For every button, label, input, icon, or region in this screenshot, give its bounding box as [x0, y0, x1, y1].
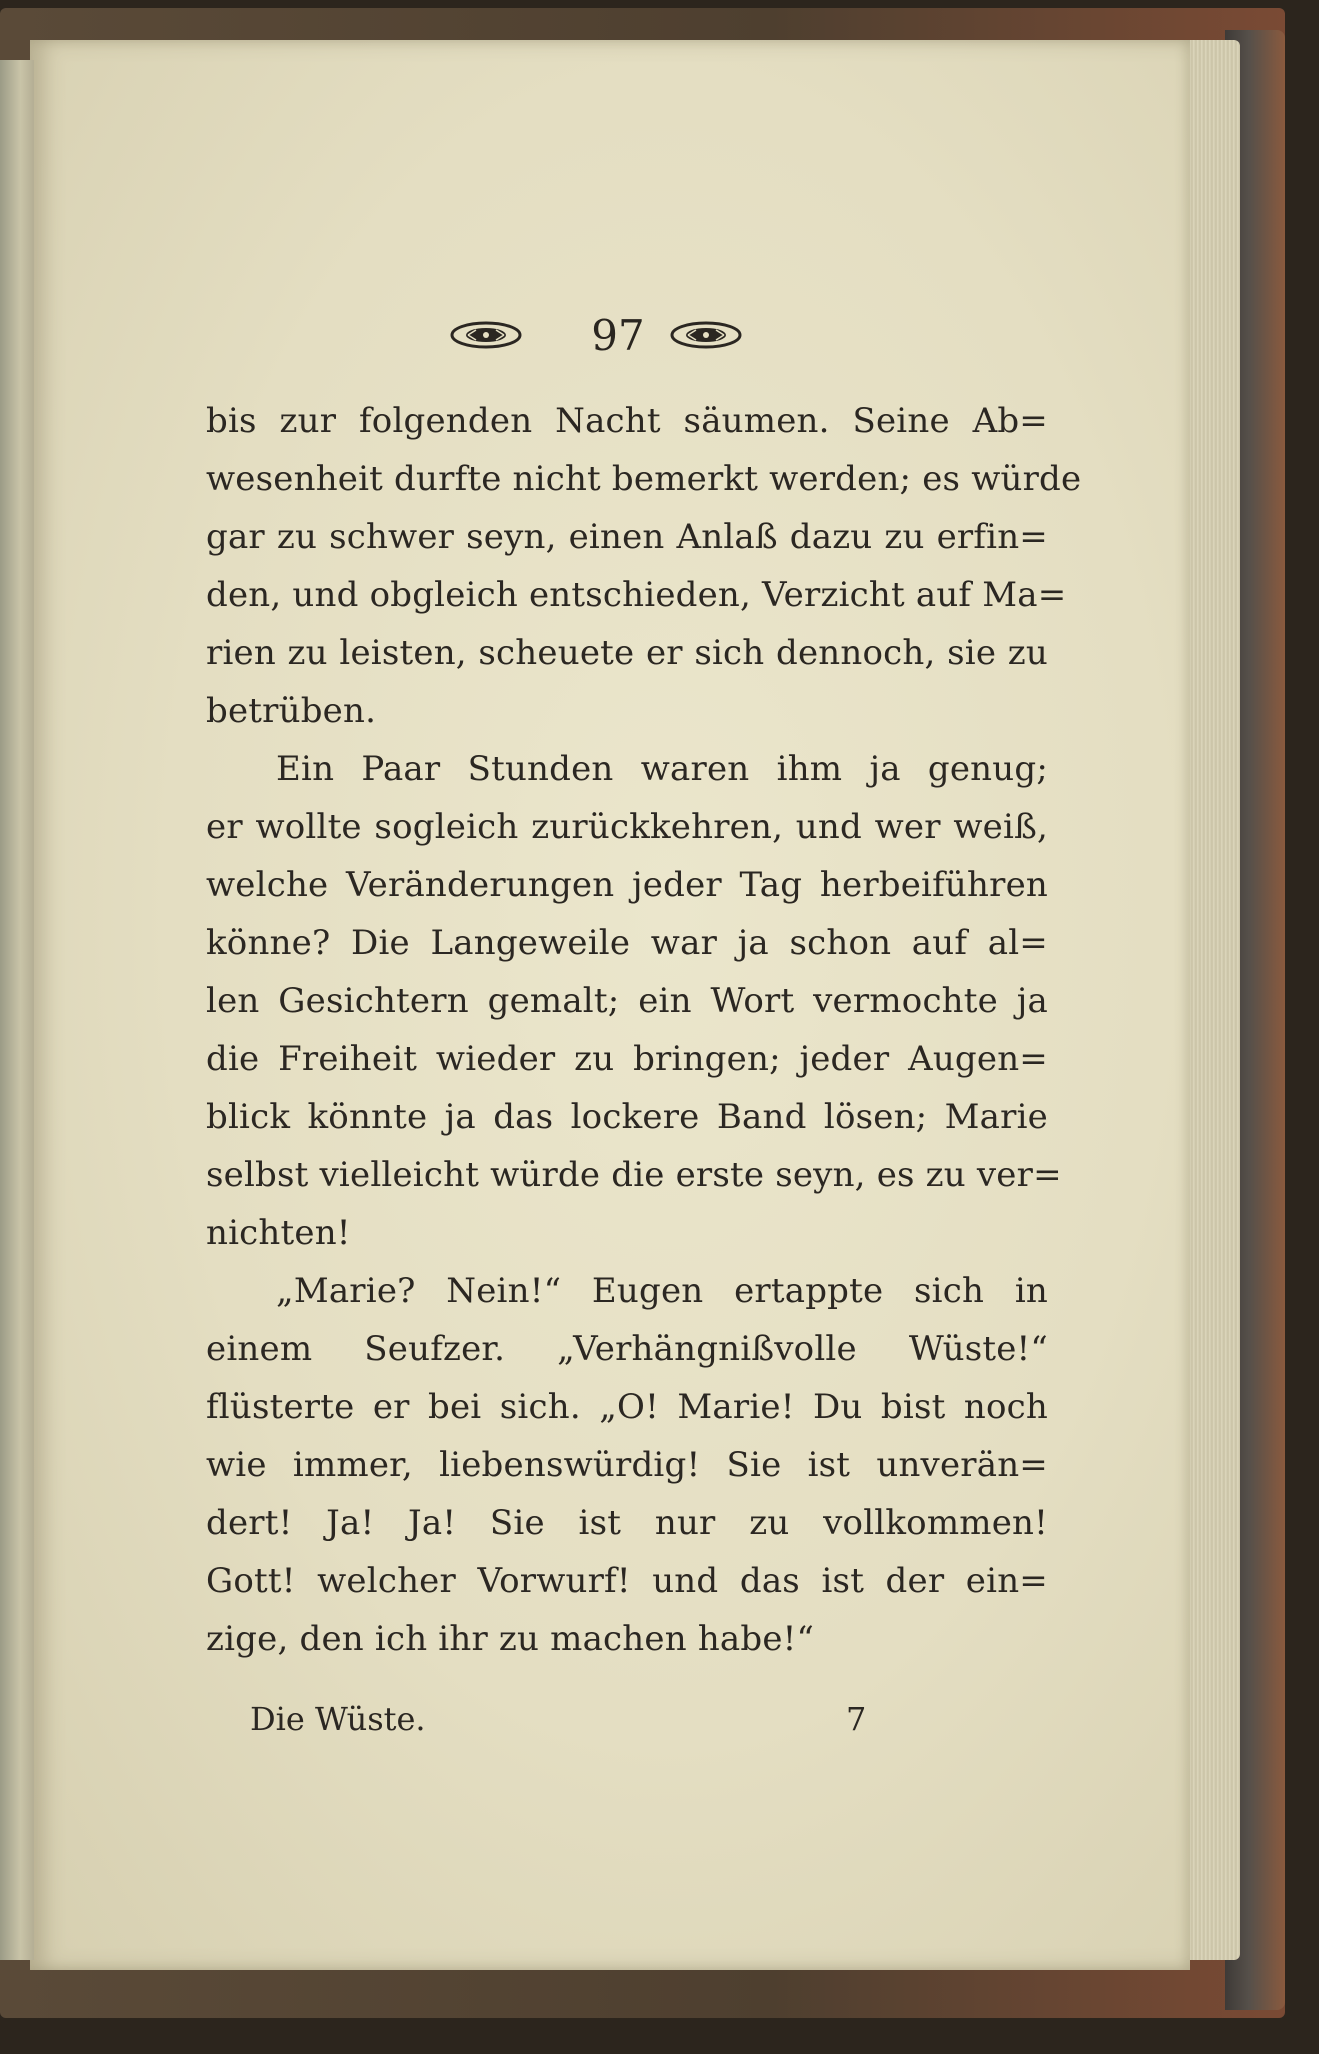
text-line: den, und obgleich entschieden, Verzicht auf Ma= — [206, 575, 1067, 615]
text-line: zige, den ich ihr zu machen habe!“ — [206, 1619, 815, 1659]
text-line: Gott! welcher Vorwurf! und das ist der ein= — [206, 1561, 1048, 1601]
page-footer — [206, 1700, 906, 1750]
page-header — [30, 310, 1190, 370]
text-line: die Freiheit wieder zu bringen; jeder Augen= — [206, 1039, 1048, 1079]
body-text — [206, 392, 1082, 1668]
text-line: len Gesichtern gemalt; ein Wort vermochte ja — [206, 981, 1048, 1021]
text-line: gar zu schwer seyn, einen Anlaß dazu zu erfin= — [206, 517, 1048, 557]
signature-title: Die Wüste. — [250, 1700, 426, 1738]
text-line: nichten! — [206, 1213, 351, 1253]
text-line: er wollte sogleich zurückkehren, und wer weiß, — [206, 807, 1048, 847]
text-line: Ein Paar Stunden waren ihm ja genug; — [276, 749, 1048, 789]
text-line: welche Veränderungen jeder Tag herbeiführen — [206, 865, 1048, 905]
text-line: blick könnte ja das lockere Band lösen; Marie — [206, 1097, 1048, 1137]
page-number: 97 — [591, 311, 645, 360]
signature-mark: 7 — [846, 1700, 867, 1738]
text-line: betrüben. — [206, 691, 377, 731]
facing-page-edge — [0, 60, 34, 1960]
text-line: wie immer, liebenswürdig! Sie ist unverän= — [206, 1445, 1048, 1485]
text-line: wesenheit durfte nicht bemerkt werden; es würde — [206, 459, 1082, 499]
text-line: flüsterte er bei sich. „O! Marie! Du bist noch — [206, 1387, 1048, 1427]
text-line: einem Seufzer. „Verhängnißvolle Wüste!“ — [206, 1329, 1048, 1369]
text-line: bis zur folgenden Nacht säumen. Seine Ab= — [206, 401, 1048, 441]
ornament-left-icon — [450, 320, 522, 350]
text-line: selbst vielleicht würde die erste seyn, es zu ver= — [206, 1155, 1062, 1195]
book-page — [30, 40, 1190, 1970]
text-line: dert! Ja! Ja! Sie ist nur zu vollkommen! — [206, 1503, 1048, 1543]
text-line: könne? Die Langeweile war ja schon auf al= — [206, 923, 1048, 963]
text-line: „Marie? Nein!“ Eugen ertappte sich in — [276, 1271, 1048, 1311]
text-line: rien zu leisten, scheuete er sich dennoch, sie zu — [206, 633, 1048, 673]
ornament-right-icon — [670, 320, 742, 350]
